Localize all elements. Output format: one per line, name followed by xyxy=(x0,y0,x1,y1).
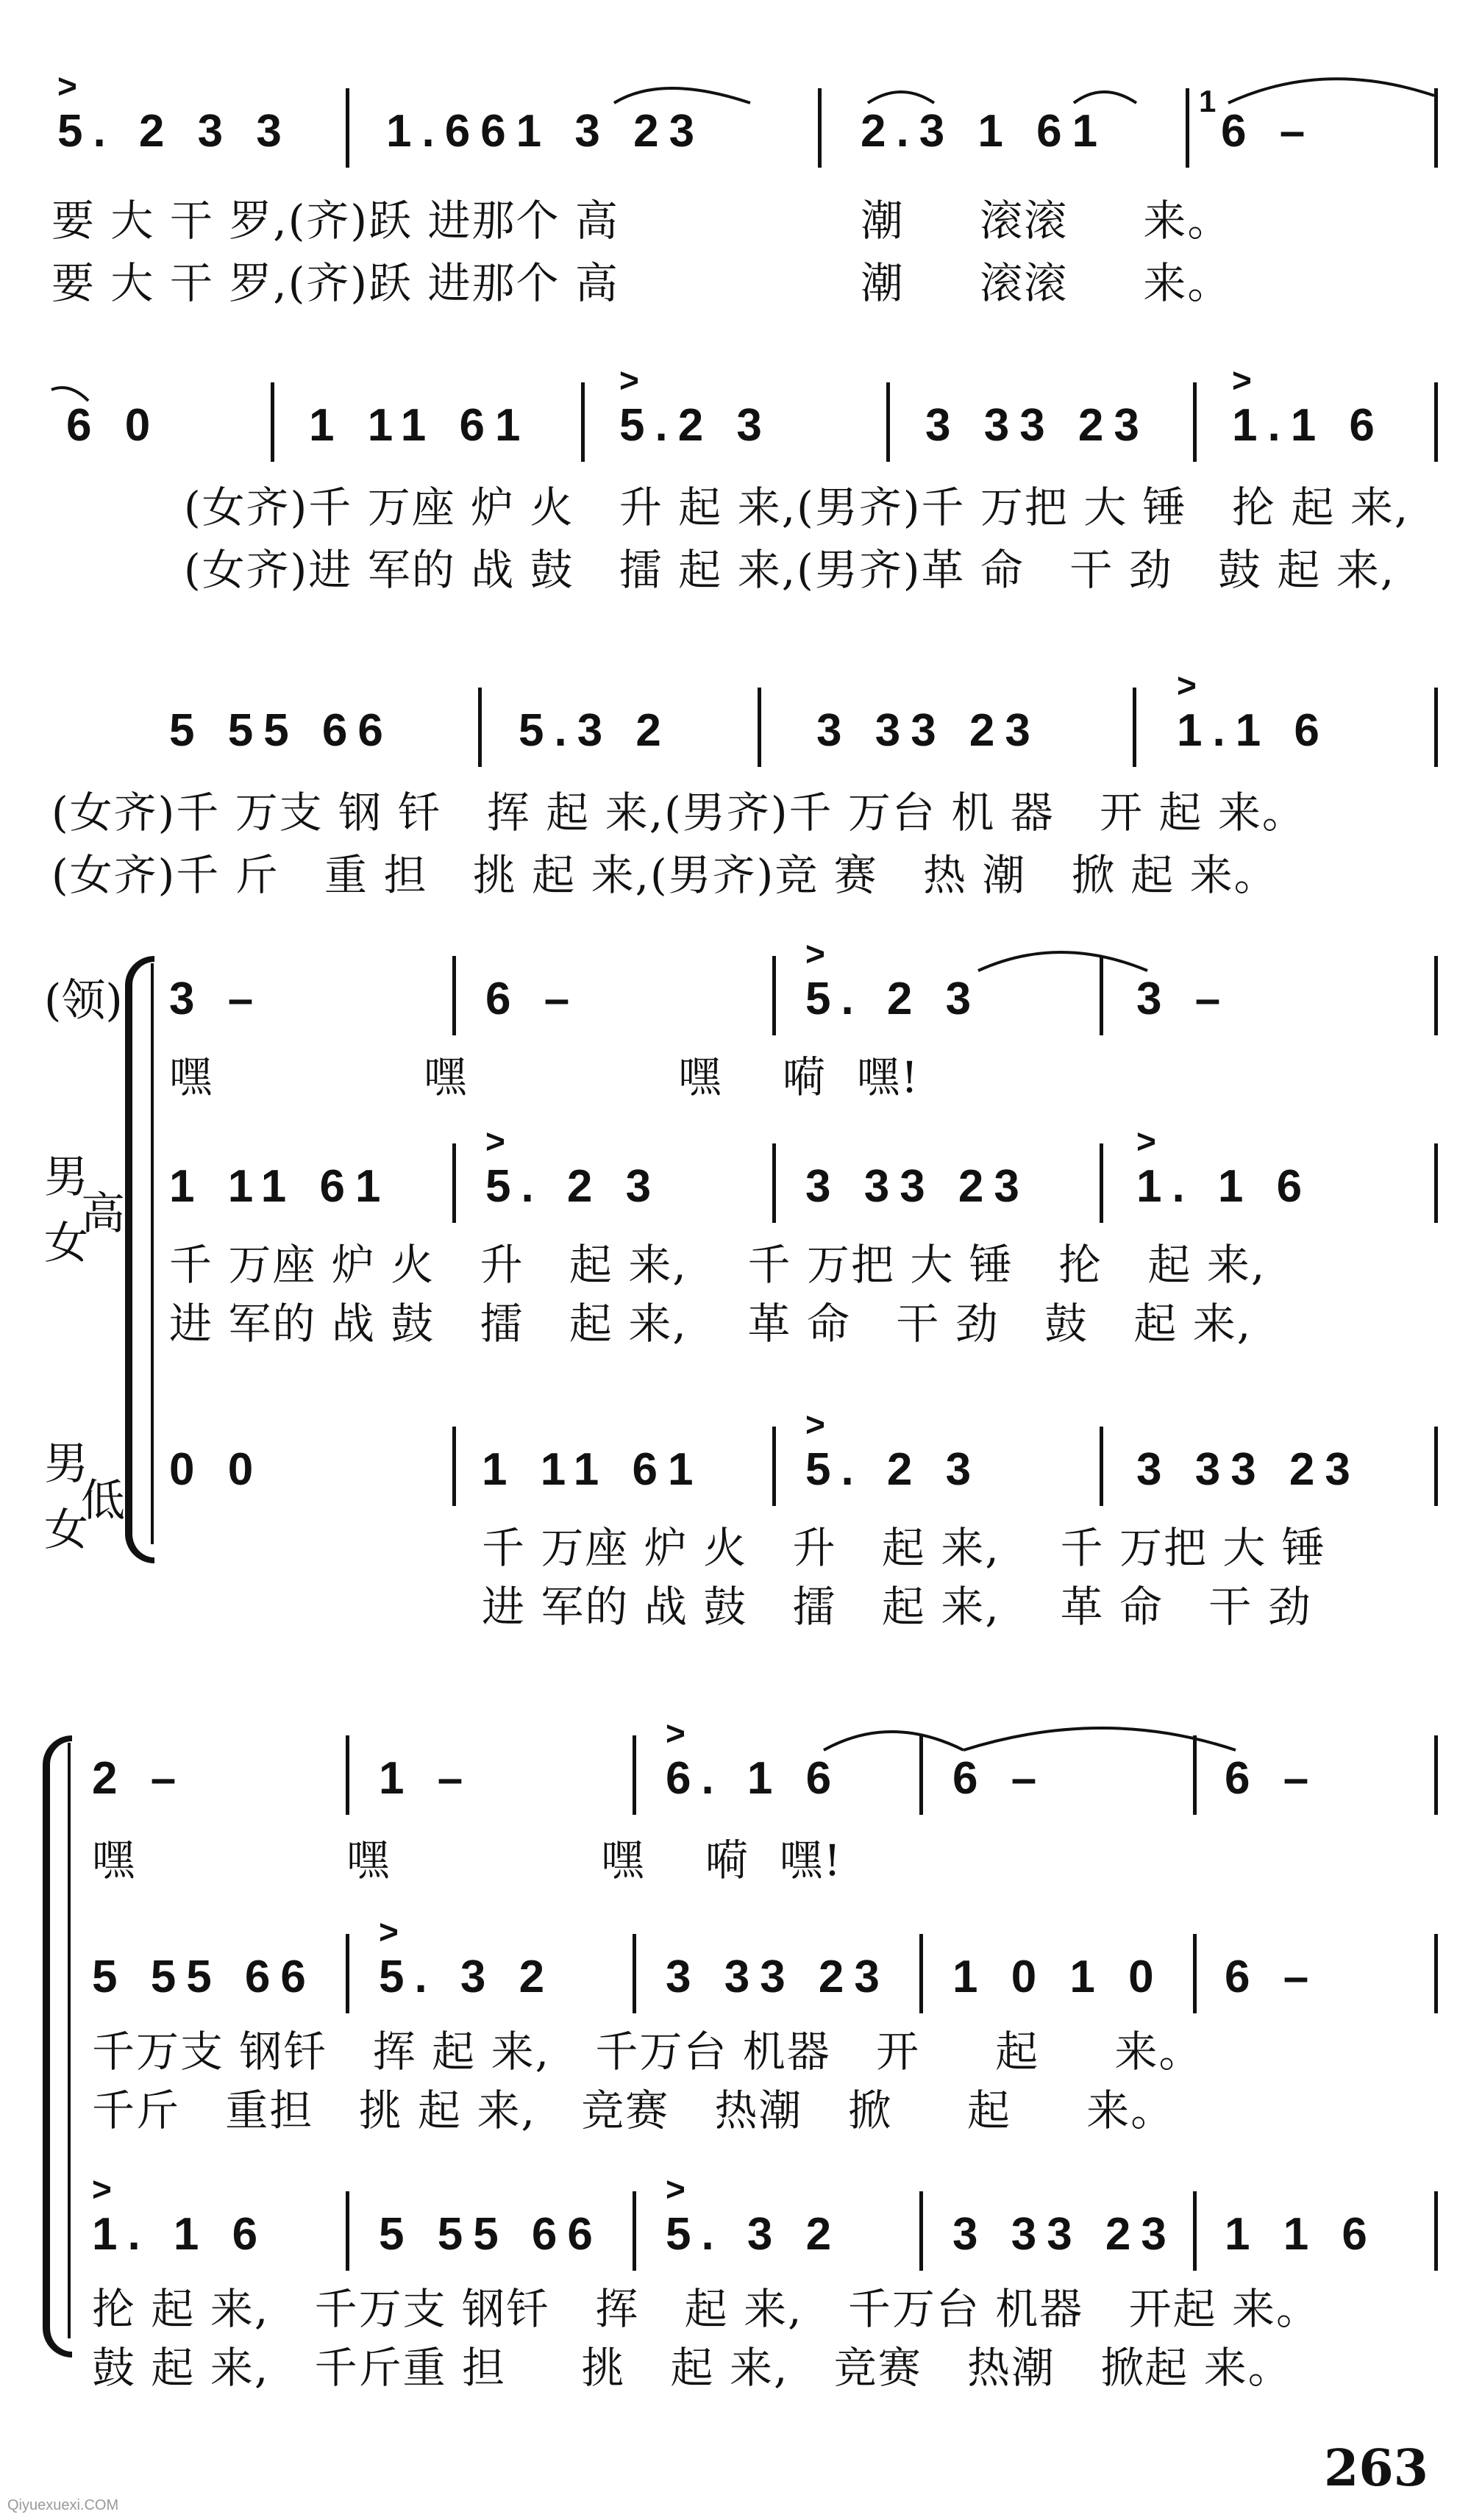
barline xyxy=(919,1735,923,1815)
accent-mark: > xyxy=(1136,1122,1156,1160)
measure-notes: 6. 1 6 xyxy=(666,1753,842,1804)
measure xyxy=(1232,382,1423,471)
barline xyxy=(1193,1735,1197,1815)
measure-notes: 5.2 3 xyxy=(619,400,772,451)
barline xyxy=(772,956,776,1035)
barline xyxy=(452,956,456,1035)
barline xyxy=(633,1934,636,2013)
measure-notes: 6 – xyxy=(485,974,580,1024)
measure-notes: 5 55 66 xyxy=(92,1952,316,2002)
lyric-row xyxy=(0,2081,1471,2140)
barline xyxy=(1133,688,1136,767)
lyric-row xyxy=(0,2022,1471,2081)
measure xyxy=(92,2191,342,2280)
barline xyxy=(919,1934,923,2013)
measure xyxy=(169,956,434,1044)
part-label-high: 高 xyxy=(81,1188,125,1240)
measure-notes: 3 – xyxy=(169,974,264,1024)
barline xyxy=(1434,1143,1438,1223)
barline xyxy=(1434,1934,1438,2013)
lyric-line: 要 大 干 罗,(齐)跃 进那个 高 xyxy=(51,196,619,246)
measure xyxy=(805,1143,1085,1232)
measure xyxy=(952,2191,1188,2280)
barline xyxy=(772,1143,776,1223)
measure-notes: 5.3 2 xyxy=(519,705,672,756)
lead-lyric-line: 嘿 嘿 嘿 嗬 嘿! xyxy=(169,1052,920,1102)
measure-notes: 5. 3 2 xyxy=(379,1952,555,2002)
barline xyxy=(1434,956,1438,1035)
measure-notes: 6 – xyxy=(1221,106,1316,157)
measure xyxy=(379,2191,621,2280)
lyric-row xyxy=(0,1518,1471,1577)
part-label-high: 男 xyxy=(44,1152,88,1203)
lyric-row xyxy=(0,1294,1471,1353)
measure xyxy=(482,1427,761,1515)
lead-lyric-line: 嘿 嘿 嘿 嗬 嘿! xyxy=(92,1835,843,1885)
measure xyxy=(66,382,257,471)
measure xyxy=(1136,1143,1416,1232)
low-notes-row xyxy=(0,2170,1471,2280)
measure-notes: 5. 2 3 xyxy=(485,1161,662,1212)
barline xyxy=(346,1735,349,1815)
lyric-line: (女齐)千 万座 炉 火 升 起 来,(男齐)千 万把 大 锤 抡 起 来, xyxy=(184,482,1410,532)
measure xyxy=(485,956,750,1044)
barline xyxy=(1434,688,1438,767)
lyric-row xyxy=(0,1048,1471,1107)
part-label-low: 低 xyxy=(81,1475,125,1527)
measure-notes: 0 0 xyxy=(169,1444,264,1495)
high-lyric-line: 千斤 重担 挑 起 来, 竞赛 热潮 掀 起 来。 xyxy=(92,2085,1175,2135)
volta-number: 1 xyxy=(1199,84,1217,118)
measure xyxy=(666,1735,908,1824)
low-notes-row xyxy=(0,1405,1471,1515)
lyric-row xyxy=(0,1831,1471,1890)
measure xyxy=(952,1735,1188,1824)
barline xyxy=(1100,956,1103,1035)
measure-notes: 1. 1 6 xyxy=(92,2209,268,2260)
measure-notes: 6 – xyxy=(1225,1952,1319,2002)
measure-notes: 3 33 23 xyxy=(1136,1444,1361,1495)
measure xyxy=(805,1427,1085,1515)
measure xyxy=(57,88,322,176)
accent-mark: > xyxy=(805,935,825,973)
measure xyxy=(1221,88,1442,176)
measure xyxy=(169,1143,449,1232)
barline xyxy=(1100,1143,1103,1223)
page-number: 263 xyxy=(1324,2439,1428,2498)
barline xyxy=(346,88,349,168)
barline xyxy=(346,2191,349,2271)
barline xyxy=(452,1143,456,1223)
measure xyxy=(485,1143,765,1232)
measure xyxy=(92,1934,342,2022)
barline xyxy=(633,2191,636,2271)
barline xyxy=(758,688,761,767)
measure xyxy=(169,688,463,776)
measure-notes: 2.3 1 61 xyxy=(861,106,1108,157)
low-lyric-line: 进 军的 战 鼓 擂 起 来, 革 命 干 劲 xyxy=(482,1582,1312,1632)
lyric-row xyxy=(0,540,1471,599)
accent-mark: > xyxy=(619,361,639,399)
measure xyxy=(666,2191,908,2280)
lyric-row xyxy=(0,191,1471,250)
measure xyxy=(1225,1934,1423,2022)
part-label-low: 女 xyxy=(44,1504,88,1556)
part-label-low: 男 xyxy=(44,1438,88,1490)
measure-notes: 1.661 3 23 xyxy=(386,106,705,157)
lyric-row xyxy=(0,2338,1471,2397)
barline xyxy=(478,688,482,767)
measure-notes: 5. 2 3 xyxy=(805,1444,982,1495)
barline xyxy=(1434,2191,1438,2271)
measure-notes: 1 1 6 xyxy=(1225,2209,1378,2260)
measure-notes: 6 0 xyxy=(66,400,161,451)
measure-notes: 3 – xyxy=(1136,974,1231,1024)
accent-mark: > xyxy=(666,2170,685,2208)
barline xyxy=(1186,88,1189,168)
measure-notes: 1 11 61 xyxy=(169,1161,391,1212)
measure xyxy=(386,88,783,176)
barline xyxy=(452,1427,456,1506)
barline xyxy=(1434,1427,1438,1506)
measure xyxy=(92,1735,342,1824)
measure-notes: 1 11 61 xyxy=(309,400,531,451)
measure-notes: 6 – xyxy=(952,1753,1047,1804)
lyric-line-end: 潮 滚滚 来。 xyxy=(861,258,1232,308)
lyric-row xyxy=(0,478,1471,537)
measure-notes: 1. 1 6 xyxy=(1136,1161,1313,1212)
barline xyxy=(886,382,890,462)
notes-row xyxy=(0,67,1471,176)
lyric-line: (女齐)千 斤 重 担 挑 起 来,(男齐)竞 赛 热 潮 掀 起 来。 xyxy=(51,850,1278,900)
measure-notes: 3 33 23 xyxy=(925,400,1150,451)
lyric-row xyxy=(0,846,1471,904)
measure-notes: 1 – xyxy=(379,1753,474,1804)
barline xyxy=(1193,2191,1197,2271)
measure xyxy=(816,688,1125,776)
measure-notes: 5 55 66 xyxy=(169,705,393,756)
accent-mark: > xyxy=(1232,361,1252,399)
notes-row xyxy=(0,361,1471,471)
measure xyxy=(1225,2191,1423,2280)
lyric-line-end: 潮 滚滚 来。 xyxy=(861,196,1232,246)
barline xyxy=(1434,1735,1438,1815)
barline xyxy=(919,2191,923,2271)
measure-notes: 6 – xyxy=(1225,1753,1319,1804)
accent-mark: > xyxy=(666,1714,685,1752)
accent-mark: > xyxy=(92,2170,112,2208)
low-lyric-line: 千 万座 炉 火 升 起 来, 千 万把 大 锤 xyxy=(482,1523,1326,1573)
lyric-row xyxy=(0,783,1471,842)
measure-notes: 5. 2 3 3 xyxy=(57,106,292,157)
measure-notes: 1.1 6 xyxy=(1232,400,1385,451)
measure-notes: 5 55 66 xyxy=(379,2209,603,2260)
barline xyxy=(1434,88,1438,168)
measure xyxy=(169,1427,434,1515)
measure xyxy=(619,382,884,471)
lyric-row xyxy=(0,254,1471,313)
measure xyxy=(379,1735,621,1824)
high-lyric-line: 千万支 钢钎 挥 起 来, 千万台 机器 开 起 来。 xyxy=(92,2027,1203,2077)
measure-notes: 5. 3 2 xyxy=(666,2209,842,2260)
accent-mark: > xyxy=(805,1405,825,1443)
lyric-line: 要 大 干 罗,(齐)跃 进那个 高 xyxy=(51,258,619,308)
accent-mark: > xyxy=(57,67,77,105)
measure-notes: 1 11 61 xyxy=(482,1444,704,1495)
measure-notes: 1.1 6 xyxy=(1177,705,1330,756)
low-lyric-line: 抡 起 来, 千万支 钢钎 挥 起 来, 千万台 机器 开起 来。 xyxy=(92,2284,1321,2334)
low-lyric-line: 鼓 起 来, 千斤重 担 挑 起 来, 竞赛 热潮 掀起 来。 xyxy=(92,2343,1292,2393)
measure xyxy=(1177,688,1420,776)
measure xyxy=(379,1934,621,2022)
lyric-line: (女齐)进 军的 战 鼓 擂 起 来,(男齐)革 命 干 劲 鼓 起 来, xyxy=(184,545,1396,595)
barline xyxy=(1193,1934,1197,2013)
lead-notes-row xyxy=(0,935,1471,1044)
barline xyxy=(772,1427,776,1506)
measure-notes: 3 33 23 xyxy=(816,705,1041,756)
lyric-row xyxy=(0,1235,1471,1294)
measure-notes: 2 – xyxy=(92,1753,187,1804)
measure-notes: 1 0 1 0 xyxy=(952,1952,1164,2002)
measure xyxy=(861,88,1169,176)
barline xyxy=(1193,382,1197,462)
measure-notes: 3 33 23 xyxy=(952,2209,1177,2260)
measure xyxy=(925,382,1190,471)
accent-mark: > xyxy=(485,1122,505,1160)
high-notes-row xyxy=(0,1122,1471,1232)
measure-notes: 3 33 23 xyxy=(805,1161,1030,1212)
accent-mark: > xyxy=(379,1913,399,1951)
barline xyxy=(581,382,585,462)
measure xyxy=(1136,1427,1416,1515)
measure xyxy=(952,1934,1188,2022)
barline xyxy=(271,382,274,462)
measure-notes: 5. 2 3 xyxy=(805,974,982,1024)
measure xyxy=(519,688,739,776)
part-label-high: 女 xyxy=(44,1218,88,1269)
lead-notes-row xyxy=(0,1714,1471,1824)
high-lyric-line: 进 军的 战 鼓 擂 起 来, 革 命 干 劲 鼓 起 来, xyxy=(169,1299,1253,1349)
part-label-lead: (领) xyxy=(44,975,123,1027)
watermark: Qiyuexuexi.COM xyxy=(7,2497,119,2513)
barline xyxy=(346,1934,349,2013)
high-lyric-line: 千 万座 炉 火 升 起 来, 千 万把 大 锤 抡 起 来, xyxy=(169,1240,1267,1290)
notes-row xyxy=(0,666,1471,776)
lyric-line: (女齐)千 万支 钢 钎 挥 起 来,(男齐)千 万台 机 器 开 起 来。 xyxy=(51,788,1306,838)
measure xyxy=(1225,1735,1423,1824)
high-notes-row xyxy=(0,1913,1471,2022)
barline xyxy=(633,1735,636,1815)
measure xyxy=(1136,956,1401,1044)
accent-mark: > xyxy=(1177,666,1197,704)
barline xyxy=(1100,1427,1103,1506)
lyric-row xyxy=(0,2280,1471,2338)
measure xyxy=(666,1934,908,2022)
barline xyxy=(818,88,822,168)
barline xyxy=(1434,382,1438,462)
lyric-row xyxy=(0,1577,1471,1636)
measure-notes: 3 33 23 xyxy=(666,1952,890,2002)
measure xyxy=(805,956,1085,1044)
measure xyxy=(309,382,588,471)
